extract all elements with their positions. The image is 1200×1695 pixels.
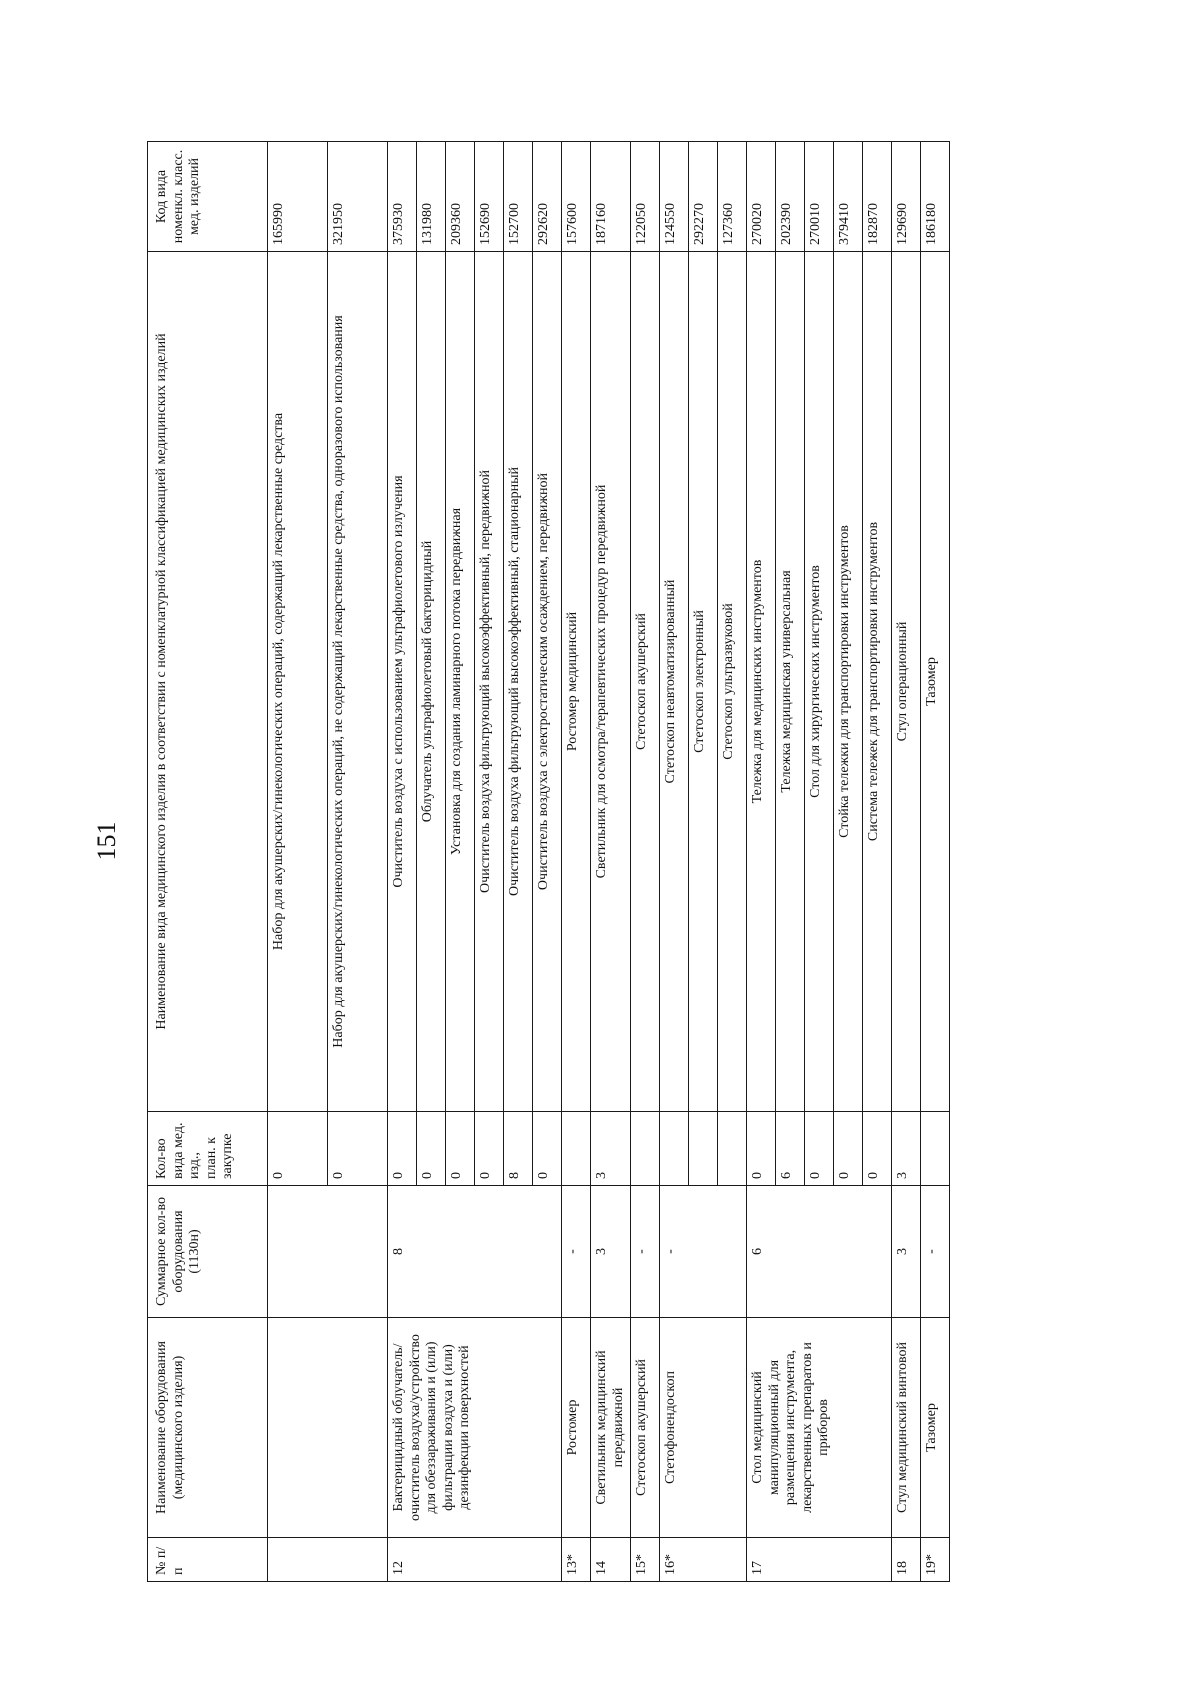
table-row [631, 142, 660, 1582]
cell-type-name: Набор для акушерских/гинекологических операций, содержащий лекарственные средства [268, 252, 328, 1112]
cell-type-name: Стойка тележки для транспортировки инструментов [834, 252, 863, 1112]
equipment-table [147, 141, 950, 1582]
cell-num: 14 [591, 1538, 631, 1582]
header-planned: Кол-во вида мед. изд., план. к закупке [148, 1112, 268, 1186]
cell-total: 3 [892, 1186, 921, 1318]
cell-code: 131980 [417, 142, 446, 252]
cell-equipment [268, 1318, 388, 1538]
cell-planned: 0 [268, 1112, 328, 1186]
cell-type-name: Система тележек для транспортировки инструментов [863, 252, 892, 1112]
cell-code: 157600 [562, 142, 591, 252]
page-number: 151 [92, 821, 121, 861]
cell-type-name: Стетоскоп электронный [689, 252, 718, 1112]
cell-type-name: Стетоскоп ультразвуковой [718, 252, 747, 1112]
cell-type-name: Установка для создания ламинарного потока передвижная [446, 252, 475, 1112]
cell-num: 18 [892, 1538, 921, 1582]
cell-code: 129690 [892, 142, 921, 252]
cell-code: 379410 [834, 142, 863, 252]
cell-equipment: Ростомер [562, 1318, 591, 1538]
cell-equipment: Стетофонендоскоп [660, 1318, 747, 1538]
table-row [268, 142, 328, 1582]
cell-total: - [562, 1186, 591, 1318]
cell-code: 124550 [660, 142, 689, 252]
cell-total: - [921, 1186, 950, 1318]
cell-planned: 0 [863, 1112, 892, 1186]
cell-planned: 0 [533, 1112, 562, 1186]
cell-total: 3 [591, 1186, 631, 1318]
cell-planned: 0 [417, 1112, 446, 1186]
cell-code: 292270 [689, 142, 718, 252]
cell-type-name: Стетоскоп неавтоматизированный [660, 252, 689, 1112]
cell-code: 209360 [446, 142, 475, 252]
cell-type-name: Тазомер [921, 252, 950, 1112]
cell-type-name: Облучатель ультрафиолетовый бактерицидный [417, 252, 446, 1112]
cell-num: 13* [562, 1538, 591, 1582]
cell-equipment: Бактерицидный облучатель/очиститель воздуха/устройство для обеззараживания и (или) фильтрации воздуха и (или) дезинфекции поверхностей [388, 1318, 562, 1538]
cell-code: 152700 [504, 142, 533, 252]
cell-code: 321950 [328, 142, 388, 252]
cell-equipment: Стул медицинский винтовой [892, 1318, 921, 1538]
cell-planned [718, 1112, 747, 1186]
cell-type-name: Ростомер медицинский [562, 252, 591, 1112]
table-row [921, 142, 950, 1582]
cell-code: 186180 [921, 142, 950, 252]
cell-planned [562, 1112, 591, 1186]
cell-type-name: Набор для акушерских/гинекологических операций, не содержащий лекарственные средства, одноразового использования [328, 252, 388, 1112]
cell-num: 12 [388, 1538, 562, 1582]
cell-total: - [660, 1186, 747, 1318]
cell-num: 15* [631, 1538, 660, 1582]
cell-planned: 0 [446, 1112, 475, 1186]
cell-planned [631, 1112, 660, 1186]
cell-total: - [631, 1186, 660, 1318]
table-header-row [148, 142, 268, 1582]
table-row [660, 142, 689, 1582]
cell-num: 19* [921, 1538, 950, 1582]
table-row [892, 142, 921, 1582]
cell-planned: 3 [892, 1112, 921, 1186]
cell-type-name: Тележка для медицинских инструментов [747, 252, 776, 1112]
cell-code: 122050 [631, 142, 660, 252]
cell-type-name: Очиститель воздуха фильтрующий высокоэффективный, передвижной [475, 252, 504, 1112]
cell-type-name: Стетоскоп акушерский [631, 252, 660, 1112]
rotated-table-container [147, 142, 1032, 1582]
header-equipment: Наименование оборудования (медицинского изделия) [148, 1318, 268, 1538]
cell-type-name: Стул операционный [892, 252, 921, 1112]
cell-total: 6 [747, 1186, 892, 1318]
cell-code: 292620 [533, 142, 562, 252]
cell-planned: 0 [747, 1112, 776, 1186]
cell-total [268, 1186, 388, 1318]
cell-planned: 8 [504, 1112, 533, 1186]
header-type-name: Наименование вида медицинского изделия в соответствии с номенклатурной классификацией медицинских изделий [148, 252, 268, 1112]
cell-planned: 0 [834, 1112, 863, 1186]
cell-code: 127360 [718, 142, 747, 252]
cell-planned: 3 [591, 1112, 631, 1186]
cell-planned [689, 1112, 718, 1186]
header-total: Суммарное кол-во оборудования (1130н) [148, 1186, 268, 1318]
cell-equipment: Светильник медицинский передвижной [591, 1318, 631, 1538]
cell-code: 375930 [388, 142, 417, 252]
table-row [747, 142, 776, 1582]
table-row [388, 142, 417, 1582]
cell-num [268, 1538, 388, 1582]
header-num: № п/п [148, 1538, 268, 1582]
header-code: Код вида номенкл. класс. мед. изделий [148, 142, 268, 252]
cell-planned: 0 [475, 1112, 504, 1186]
table-row [562, 142, 591, 1582]
cell-type-name: Тележка медицинская универсальная [776, 252, 805, 1112]
cell-num: 17 [747, 1538, 892, 1582]
cell-type-name: Очиститель воздуха с электростатическим осаждением, передвижной [533, 252, 562, 1112]
cell-planned [921, 1112, 950, 1186]
cell-equipment: Тазомер [921, 1318, 950, 1538]
cell-planned: 0 [328, 1112, 388, 1186]
cell-total: 8 [388, 1186, 562, 1318]
cell-code: 202390 [776, 142, 805, 252]
cell-planned: 0 [388, 1112, 417, 1186]
cell-num: 16* [660, 1538, 747, 1582]
cell-planned: 0 [805, 1112, 834, 1186]
cell-code: 165990 [268, 142, 328, 252]
cell-type-name: Очиститель воздуха фильтрующий высокоэффективный, стационарный [504, 252, 533, 1112]
cell-code: 182870 [863, 142, 892, 252]
cell-type-name: Очиститель воздуха с использованием ультрафиолетового излучения [388, 252, 417, 1112]
cell-code: 187160 [591, 142, 631, 252]
cell-type-name: Светильник для осмотра/терапевтических процедур передвижной [591, 252, 631, 1112]
cell-planned [660, 1112, 689, 1186]
cell-code: 152690 [475, 142, 504, 252]
table-row [591, 142, 631, 1582]
cell-type-name: Стол для хирургических инструментов [805, 252, 834, 1112]
cell-code: 270020 [747, 142, 776, 252]
cell-equipment: Стетоскоп акушерский [631, 1318, 660, 1538]
cell-code: 270010 [805, 142, 834, 252]
cell-planned: 6 [776, 1112, 805, 1186]
cell-equipment: Стол медицинский манипуляционный для размещения инструмента, лекарственных препаратов и приборов [747, 1318, 892, 1538]
